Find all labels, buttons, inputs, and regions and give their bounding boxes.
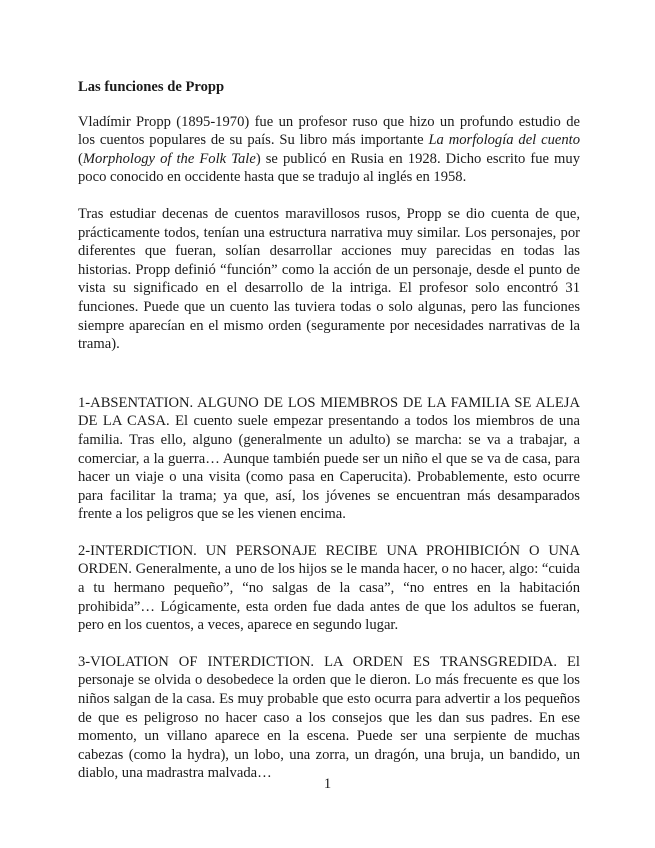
book-title-english: Morphology of the Folk Tale [82,150,256,167]
function-1-paragraph: 1-ABSENTATION. ALGUNO DE LOS MIEMBROS DE LA FAMILIA SE ALEJA DE LA CASA. El cuento suele empezar presentando a todos los miembros de una familia. Tras ello, alguno (generalmente un adulto) se marcha: se va a trabajar, a comerciar, a la guerra… Aunque también puede ser un niño el que se va de casa, para hacer un viaje o una visita (como pasa en Caperucita). Probablemente, esto ocurre para facilitar la trama; ya que, así, los jóvenes se encuentran más desamparados frente a los peligros que se les vienen encima. [78,394,580,523]
document-page [78,78,580,801]
book-title-spanish: La morfología del cuento [428,132,580,149]
intro-paragraph [78,113,580,187]
intro-text-3: ) se publicó en Rusia en 1928. Dicho escrito fue muy poco conocido en occidente hasta que se tradujo al inglés en 1958. [78,150,580,186]
structure-paragraph: Tras estudiar decenas de cuentos maravillosos rusos, Propp se dio cuenta de que, prácticamente todos, tenían una estructura narrativa muy similar. Los personajes, por diferentes que fueran, solían desarrollar acciones muy parecidas en todas las historias. Propp definió “función” como la acción de un personaje, desde el punto de vista su significado en el desarrollo de la intriga. El profesor solo encontró 31 funciones. Puede que un cuento las tuviera todas o solo algunas, pero las funciones siempre aparecían en el mismo orden (seguramente por necesidades narrativas de la trama). [78,205,580,353]
intro-text-1: Vladímir Propp (1895-1970) fue un profesor ruso que hizo un profundo estudio de los cuentos populares de su país. Su libro más importante [78,113,580,149]
function-3-paragraph: 3-VIOLATION OF INTERDICTION. LA ORDEN ES TRANSGREDIDA. El personaje se olvida o desobedece la orden que le dieron. Lo más frecuente es que los niños salgan de la casa. Es muy probable que esto ocurra para advertir a los pequeños de que es peligroso no hacer caso a los consejos que les dan sus padres. En ese momento, un villano aparece en la escena. Puede ser una serpiente de muchas cabezas (como la hydra), un lobo, una zorra, un dragón, una bruja, un bandido, un diablo, una madrastra malvada… [78,653,580,782]
function-2-paragraph: 2-INTERDICTION. UN PERSONAJE RECIBE UNA PROHIBICIÓN O UNA ORDEN. Generalmente, a uno de los hijos se le manda hacer, o no hacer, algo: “cuida a tu hermano pequeño”, “no salgas de la casa”, “no entres en la habitación prohibida”… Lógicamente, esta orden fue dada antes de que los adultos se fueran, pero en los cuentos, a veces, aparece en segundo lugar. [78,542,580,634]
document-title: Las funciones de Propp [78,79,225,95]
page-number: 1 [323,776,332,792]
intro-text-2: ( [78,150,83,167]
